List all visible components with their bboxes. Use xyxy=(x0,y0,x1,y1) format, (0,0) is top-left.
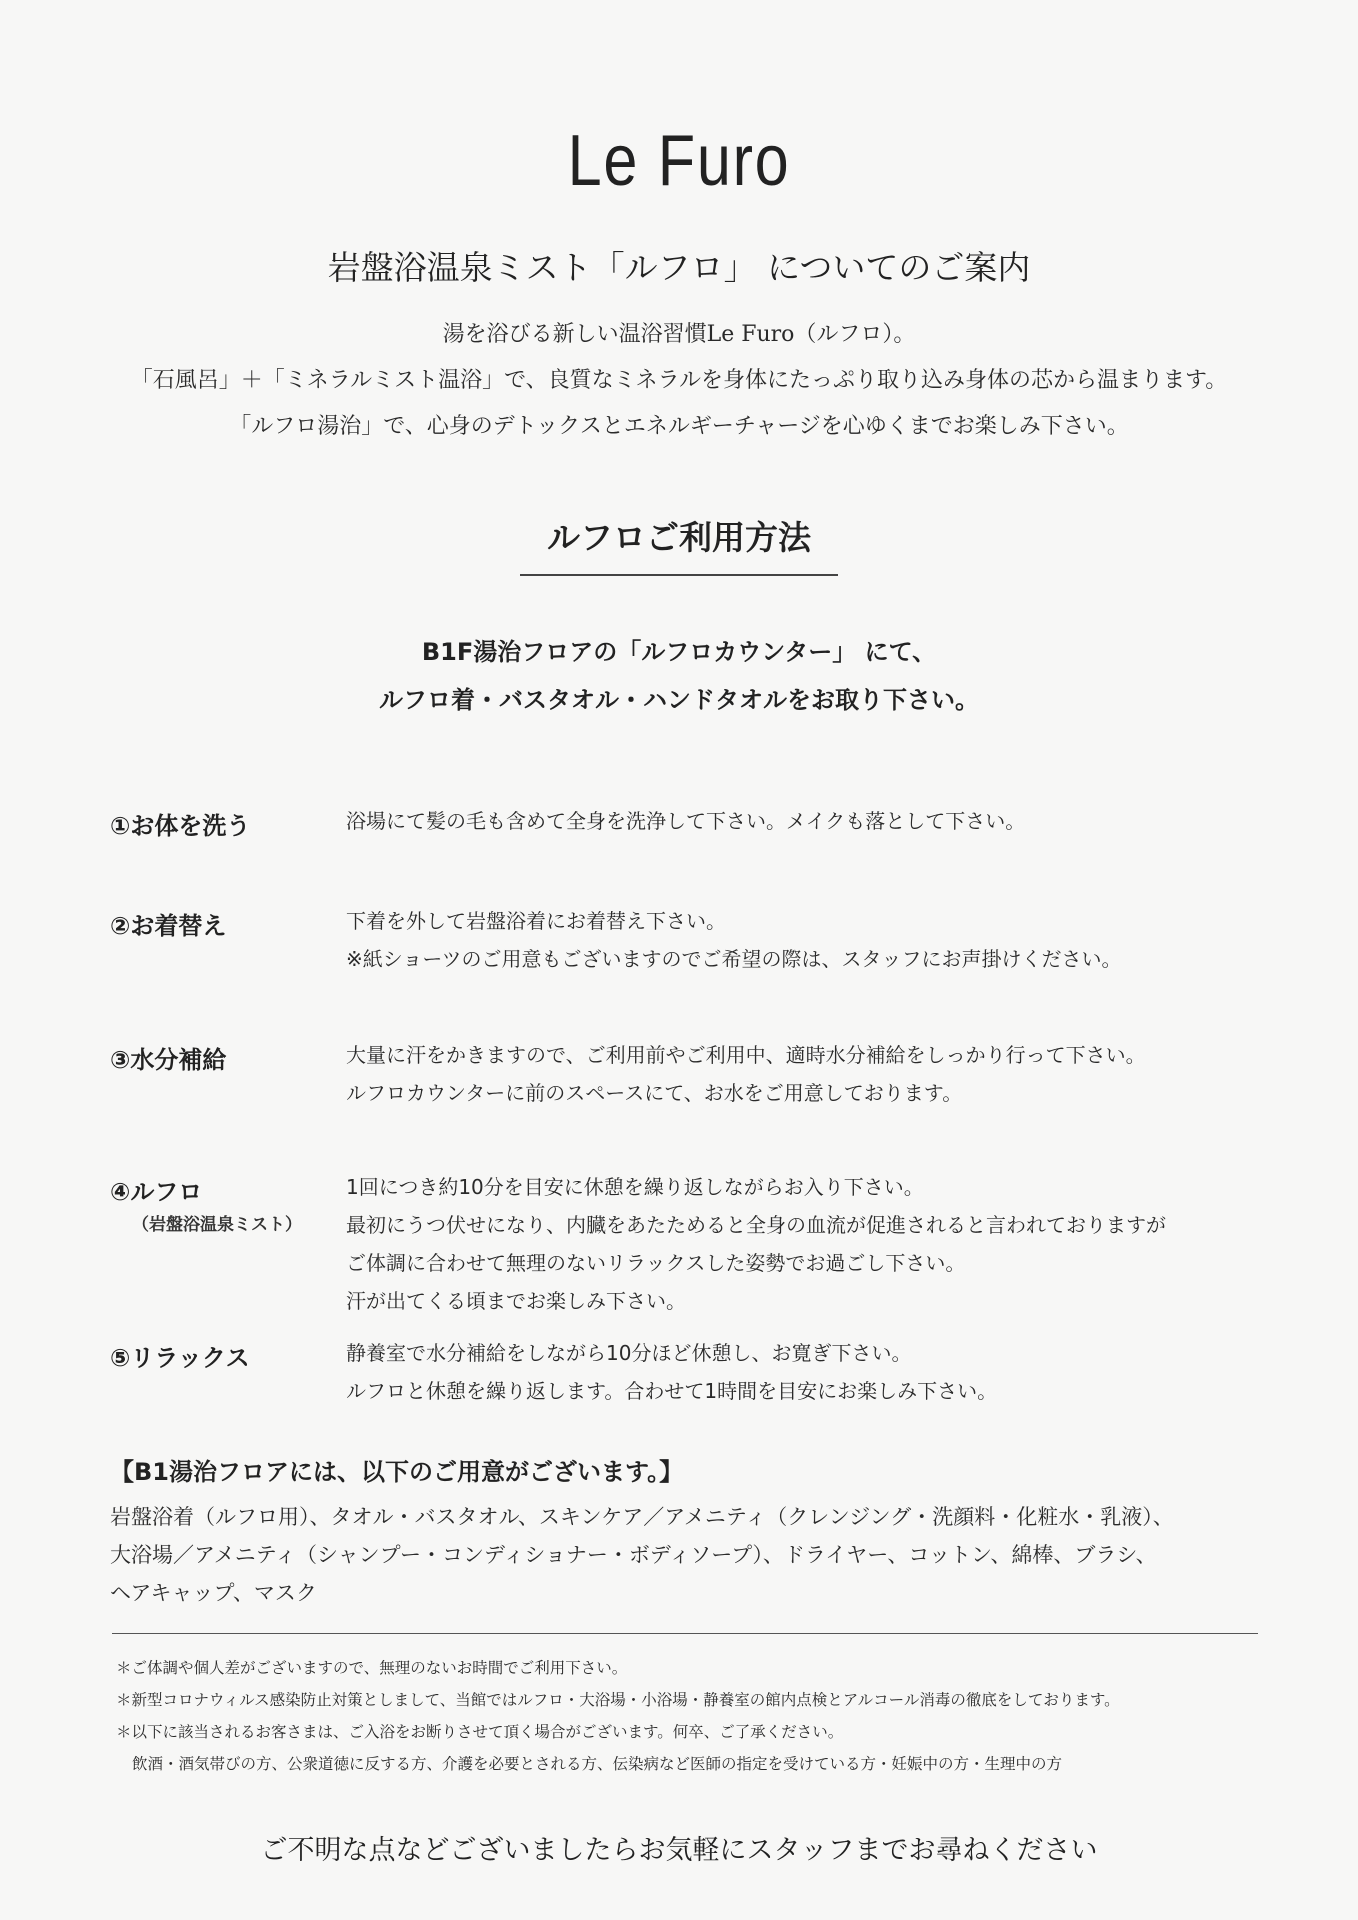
step-line: ルフロカウンターに前のスペースにて、お水をご用意しております。 xyxy=(346,1081,963,1105)
pickup-line: ルフロ着・バスタオル・ハンドタオルをお取り下さい。 xyxy=(379,686,979,714)
amenities-heading: 【B1湯治フロアには、以下のご用意がございます。】 xyxy=(110,1458,684,1486)
note-item: ＊ご体調や個人差がございますので、無理のないお時間でご利用下さい。 xyxy=(116,1659,628,1677)
step-body xyxy=(346,1334,997,1410)
intro-text xyxy=(0,312,1358,450)
note-item: ＊以下に該当されるお客さまは、ご入浴をお断りさせて頂く場合がございます。何卒、ご了承ください。 xyxy=(116,1723,844,1741)
step-body xyxy=(346,802,1025,840)
footer-divider xyxy=(112,1633,1258,1634)
amenities-list xyxy=(110,1498,1174,1612)
intro-line: 湯を浴びる新しい温浴習慣Le Furo（ルフロ）。 xyxy=(442,322,916,347)
closing-message: ご不明な点などございましたらお気軽にスタッフまでお尋ねください xyxy=(260,1835,1098,1866)
step-body xyxy=(346,1168,1166,1320)
intro-line: 「ルフロ湯治」で、心身のデトックスとエネルギーチャージを心ゆくまでお楽しみ下さい。 xyxy=(229,414,1129,439)
step-line: 最初にうつ伏せになり、内臓をあたためると全身の血流が促進されると言われておりますが xyxy=(346,1213,1166,1237)
step-body xyxy=(346,1036,1146,1112)
pickup-line: B1F湯治フロアの「ルフロカウンター」 にて、 xyxy=(421,638,937,666)
step-label: ①お体を洗う xyxy=(110,812,251,840)
note-item: ＊新型コロナウィルス感染防止対策としまして、当館ではルフロ・大浴場・小浴場・静養室の館内点検とアルコール消毒の徹底をしております。 xyxy=(116,1691,1120,1709)
amenities-line: 大浴場／アメニティ（シャンプー・コンディショナー・ボディソープ）、ドライヤー、コットン、綿棒、ブラシ、 xyxy=(110,1543,1157,1567)
usage-heading: ルフロご利用方法 xyxy=(547,518,811,557)
step-line: ご体調に合わせて無理のないリラックスした姿勢でお過ごし下さい。 xyxy=(346,1251,966,1275)
intro-line: 「石風呂」＋「ミネラルミスト温浴」で、良質なミネラルを身体にたっぷり取り込み身体の芯から温まります。 xyxy=(130,368,1228,393)
step-line: 汗が出てくる頃までお楽しみ下さい。 xyxy=(346,1289,686,1313)
note-item: 飲酒・酒気帯びの方、公衆道徳に反する方、介護を必要とされる方、伝染病など医師の指定を受けている方・妊娠中の方・生理中の方 xyxy=(132,1755,1063,1773)
brand-logo: Le Furo xyxy=(567,121,791,201)
step-line: 浴場にて髪の毛も含めて全身を洗浄して下さい。メイクも落として下さい。 xyxy=(346,809,1026,833)
step-line: 大量に汗をかきますので、ご利用前やご利用中、適時水分補給をしっかり行って下さい。 xyxy=(346,1043,1146,1067)
step-line: ※紙ショーツのご用意もございますのでご希望の際は、スタッフにお声掛けください。 xyxy=(346,947,1122,971)
step-line: 下着を外して岩盤浴着にお着替え下さい。 xyxy=(346,909,726,933)
step-line: ルフロと休憩を繰り返します。合わせて1時間を目安にお楽しみ下さい。 xyxy=(346,1379,998,1403)
step-sublabel: （岩盤浴温泉ミスト） xyxy=(132,1215,302,1235)
step-line: 1回につき約10分を目安に休憩を繰り返しながらお入り下さい。 xyxy=(346,1175,924,1199)
step-label: ⑤リラックス xyxy=(110,1344,250,1372)
step-label: ④ルフロ xyxy=(110,1178,203,1206)
page-title: 岩盤浴温泉ミスト「ルフロ」 についてのご案内 xyxy=(327,248,1031,287)
step-body xyxy=(346,902,1122,978)
step-label: ③水分補給 xyxy=(110,1046,227,1074)
amenities-line: 岩盤浴着（ルフロ用）、タオル・バスタオル、スキンケア／アメニティ（クレンジング・洗顔料・化粧水・乳液）、 xyxy=(110,1505,1174,1529)
pickup-instructions xyxy=(0,628,1358,724)
heading-underline xyxy=(520,574,838,576)
notes-list xyxy=(116,1652,1120,1780)
step-label: ②お着替え xyxy=(110,912,227,940)
amenities-line: ヘアキャップ、マスク xyxy=(110,1581,317,1605)
step-line: 静養室で水分補給をしながら10分ほど休憩し、お寛ぎ下さい。 xyxy=(346,1341,912,1365)
